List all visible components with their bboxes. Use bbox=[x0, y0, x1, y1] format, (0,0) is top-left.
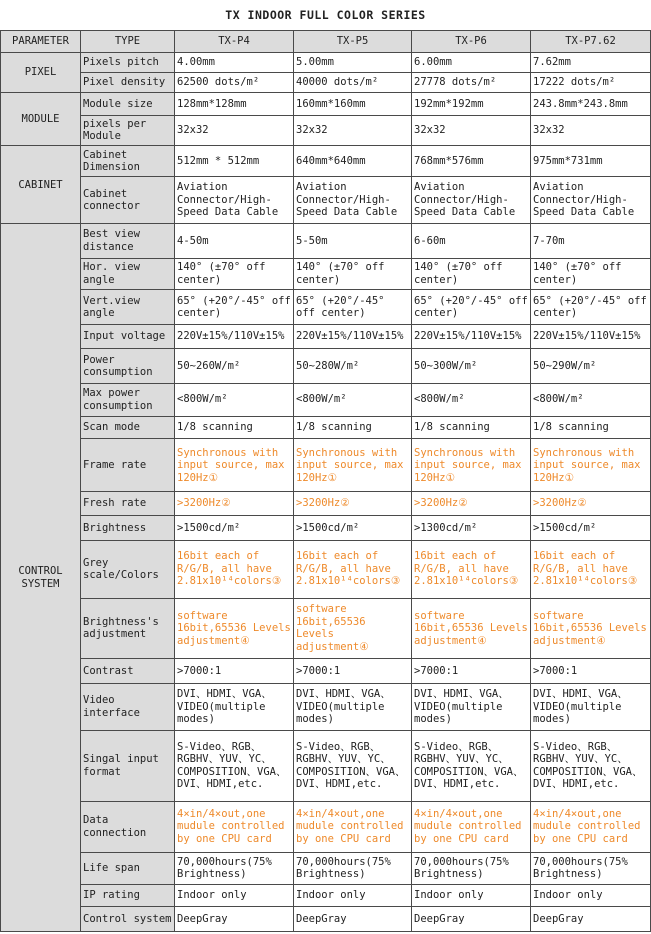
value-cell: 140° (±70° off center) bbox=[175, 258, 294, 290]
value-cell: 65° (+20°/-45° off center) bbox=[412, 290, 531, 324]
value-cell: 1/8 scanning bbox=[294, 416, 412, 438]
param-label: Grey scale/Colors bbox=[81, 540, 175, 598]
value-cell: software 16bit,65536 Levels adjustment④ bbox=[531, 598, 651, 658]
parameter-header: PARAMETER bbox=[1, 31, 81, 53]
value-cell: 4×in/4×out,one mudule controlled by one CPU card bbox=[294, 801, 412, 852]
group-control-system: CONTROL SYSTEM bbox=[1, 224, 81, 932]
page-title: TX INDOOR FULL COLOR SERIES bbox=[225, 8, 426, 22]
value-cell: 140° (±70° off center) bbox=[294, 258, 412, 290]
value-cell: 220V±15%/110V±15% bbox=[175, 324, 294, 349]
value-cell: 32x32 bbox=[412, 115, 531, 146]
table-row bbox=[1, 383, 651, 416]
value-cell: 62500 dots/m² bbox=[175, 73, 294, 93]
value-cell: 243.8mm*243.8mm bbox=[531, 93, 651, 115]
value-cell: >3200Hz② bbox=[412, 492, 531, 516]
table-row bbox=[1, 730, 651, 801]
param-label: Power consumption bbox=[81, 349, 175, 383]
value-cell: Indoor only bbox=[175, 884, 294, 906]
value-cell: 50~290W/m² bbox=[531, 349, 651, 383]
value-cell: S-Video、RGB、RGBHV、YUV、YC、COMPOSITION、VGA、DVI、HDMI,etc. bbox=[531, 730, 651, 801]
value-cell: DeepGray bbox=[412, 906, 531, 931]
spec-table bbox=[0, 30, 651, 932]
value-cell: 1/8 scanning bbox=[531, 416, 651, 438]
value-cell: 5-50m bbox=[294, 224, 412, 258]
group-module: MODULE bbox=[1, 93, 81, 146]
model-header: TX-P4 bbox=[175, 31, 294, 53]
value-cell: 50~260W/m² bbox=[175, 349, 294, 383]
value-cell: >1500cd/m² bbox=[175, 515, 294, 540]
value-cell: 4×in/4×out,one mudule controlled by one CPU card bbox=[175, 801, 294, 852]
param-label: Module size bbox=[81, 93, 175, 115]
value-cell: 65° (+20°/-45° off center) bbox=[175, 290, 294, 324]
value-cell: 32x32 bbox=[294, 115, 412, 146]
value-cell: 16bit each of R/G/B, all have 2.81x10¹⁴colors③ bbox=[294, 540, 412, 598]
value-cell: S-Video、RGB、RGBHV、YUV、YC、COMPOSITION、VGA、DVI、HDMI,etc. bbox=[294, 730, 412, 801]
param-label: Brightness's adjustment bbox=[81, 598, 175, 658]
value-cell: 65° (+20°/-45° off center) bbox=[294, 290, 412, 324]
table-row bbox=[1, 324, 651, 349]
value-cell: >7000:1 bbox=[294, 658, 412, 683]
table-row bbox=[1, 53, 651, 73]
value-cell: >7000:1 bbox=[531, 658, 651, 683]
header-row bbox=[1, 31, 651, 53]
value-cell: DVI、HDMI、VGA、VIDEO(multiple modes) bbox=[412, 683, 531, 730]
param-label: Best view distance bbox=[81, 224, 175, 258]
table-row bbox=[1, 906, 651, 931]
value-cell: Synchronous with input source, max 120Hz① bbox=[175, 439, 294, 492]
param-label: Fresh rate bbox=[81, 492, 175, 516]
table-row bbox=[1, 492, 651, 516]
value-cell: Aviation Connector/High-Speed Data Cable bbox=[412, 177, 531, 224]
value-cell: Synchronous with input source, max 120Hz① bbox=[531, 439, 651, 492]
value-cell: 70,000hours(75% Brightness) bbox=[412, 852, 531, 884]
value-cell: 1/8 scanning bbox=[412, 416, 531, 438]
value-cell: software 16bit,65536 Levels adjustment④ bbox=[175, 598, 294, 658]
value-cell: >1300cd/m² bbox=[412, 515, 531, 540]
value-cell: 16bit each of R/G/B, all have 2.81x10¹⁴colors③ bbox=[531, 540, 651, 598]
value-cell: 4-50m bbox=[175, 224, 294, 258]
value-cell: Synchronous with input source, max 120Hz① bbox=[412, 439, 531, 492]
value-cell: DeepGray bbox=[531, 906, 651, 931]
table-row bbox=[1, 540, 651, 598]
value-cell: 50~280W/m² bbox=[294, 349, 412, 383]
value-cell: 17222 dots/m² bbox=[531, 73, 651, 93]
value-cell: 975mm*731mm bbox=[531, 146, 651, 177]
group-cabinet: CABINET bbox=[1, 146, 81, 224]
table-row bbox=[1, 290, 651, 324]
value-cell: DVI、HDMI、VGA、VIDEO(multiple modes) bbox=[531, 683, 651, 730]
type-header: TYPE bbox=[81, 31, 175, 53]
param-label: Control system bbox=[81, 906, 175, 931]
value-cell: >7000:1 bbox=[412, 658, 531, 683]
model-header: TX-P5 bbox=[294, 31, 412, 53]
value-cell: 4×in/4×out,one mudule controlled by one CPU card bbox=[531, 801, 651, 852]
value-cell: >7000:1 bbox=[175, 658, 294, 683]
value-cell: Aviation Connector/High-Speed Data Cable bbox=[531, 177, 651, 224]
value-cell: <800W/m² bbox=[531, 383, 651, 416]
value-cell: Aviation Connector/High-Speed Data Cable bbox=[175, 177, 294, 224]
value-cell: 16bit each of R/G/B, all have 2.81x10¹⁴colors③ bbox=[412, 540, 531, 598]
value-cell: 4.00mm bbox=[175, 53, 294, 73]
value-cell: DVI、HDMI、VGA、VIDEO(multiple modes) bbox=[294, 683, 412, 730]
model-header: TX-P7.62 bbox=[531, 31, 651, 53]
value-cell: >3200Hz② bbox=[175, 492, 294, 516]
value-cell: 160mm*160mm bbox=[294, 93, 412, 115]
value-cell: 27778 dots/m² bbox=[412, 73, 531, 93]
value-cell: 220V±15%/110V±15% bbox=[294, 324, 412, 349]
param-label: Data connection bbox=[81, 801, 175, 852]
value-cell: <800W/m² bbox=[294, 383, 412, 416]
param-label: Hor. view angle bbox=[81, 258, 175, 290]
value-cell: 1/8 scanning bbox=[175, 416, 294, 438]
table-row bbox=[1, 258, 651, 290]
value-cell: 220V±15%/110V±15% bbox=[531, 324, 651, 349]
group-pixel: PIXEL bbox=[1, 53, 81, 93]
value-cell: Indoor only bbox=[294, 884, 412, 906]
value-cell: 140° (±70° off center) bbox=[531, 258, 651, 290]
value-cell: 768mm*576mm bbox=[412, 146, 531, 177]
value-cell: Indoor only bbox=[531, 884, 651, 906]
value-cell: 5.00mm bbox=[294, 53, 412, 73]
value-cell: 220V±15%/110V±15% bbox=[412, 324, 531, 349]
value-cell: 128mm*128mm bbox=[175, 93, 294, 115]
value-cell: >1500cd/m² bbox=[531, 515, 651, 540]
value-cell: 192mm*192mm bbox=[412, 93, 531, 115]
value-cell: 6.00mm bbox=[412, 53, 531, 73]
value-cell: 7-70m bbox=[531, 224, 651, 258]
table-row bbox=[1, 439, 651, 492]
value-cell: 4×in/4×out,one mudule controlled by one CPU card bbox=[412, 801, 531, 852]
value-cell: software 16bit,65536 Levels adjustment④ bbox=[294, 598, 412, 658]
param-label: Video interface bbox=[81, 683, 175, 730]
param-label: Pixel density bbox=[81, 73, 175, 93]
value-cell: DVI、HDMI、VGA、VIDEO(multiple modes) bbox=[175, 683, 294, 730]
value-cell: 7.62mm bbox=[531, 53, 651, 73]
value-cell: Indoor only bbox=[412, 884, 531, 906]
param-label: Brightness bbox=[81, 515, 175, 540]
param-label: Max power consumption bbox=[81, 383, 175, 416]
value-cell: 6-60m bbox=[412, 224, 531, 258]
value-cell: 70,000hours(75% Brightness) bbox=[294, 852, 412, 884]
table-row bbox=[1, 224, 651, 258]
param-label: Cabinet Dimension bbox=[81, 146, 175, 177]
value-cell: Synchronous with input source, max 120Hz① bbox=[294, 439, 412, 492]
table-row bbox=[1, 416, 651, 438]
param-label: Frame rate bbox=[81, 439, 175, 492]
value-cell: <800W/m² bbox=[412, 383, 531, 416]
param-label: Cabinet connector bbox=[81, 177, 175, 224]
value-cell: Aviation Connector/High-Speed Data Cable bbox=[294, 177, 412, 224]
table-row bbox=[1, 115, 651, 146]
param-label: Life span bbox=[81, 852, 175, 884]
value-cell: S-Video、RGB、RGBHV、YUV、YC、COMPOSITION、VGA、DVI、HDMI,etc. bbox=[412, 730, 531, 801]
param-label: Scan mode bbox=[81, 416, 175, 438]
value-cell: 70,000hours(75% Brightness) bbox=[175, 852, 294, 884]
param-label: pixels per Module bbox=[81, 115, 175, 146]
table-row bbox=[1, 658, 651, 683]
value-cell: software 16bit,65536 Levels adjustment④ bbox=[412, 598, 531, 658]
table-row bbox=[1, 598, 651, 658]
table-row bbox=[1, 515, 651, 540]
value-cell: 512mm * 512mm bbox=[175, 146, 294, 177]
table-row bbox=[1, 73, 651, 93]
value-cell: 32x32 bbox=[531, 115, 651, 146]
param-label: Singal input format bbox=[81, 730, 175, 801]
param-label: Pixels pitch bbox=[81, 53, 175, 73]
value-cell: 50~300W/m² bbox=[412, 349, 531, 383]
value-cell: DeepGray bbox=[294, 906, 412, 931]
table-row bbox=[1, 349, 651, 383]
value-cell: 16bit each of R/G/B, all have 2.81x10¹⁴colors③ bbox=[175, 540, 294, 598]
value-cell: 70,000hours(75% Brightness) bbox=[531, 852, 651, 884]
value-cell: >3200Hz② bbox=[531, 492, 651, 516]
value-cell: 140° (±70° off center) bbox=[412, 258, 531, 290]
value-cell: >3200Hz② bbox=[294, 492, 412, 516]
model-header: TX-P6 bbox=[412, 31, 531, 53]
value-cell: 640mm*640mm bbox=[294, 146, 412, 177]
table-row bbox=[1, 884, 651, 906]
param-label: Contrast bbox=[81, 658, 175, 683]
param-label: Vert.view angle bbox=[81, 290, 175, 324]
value-cell: 32x32 bbox=[175, 115, 294, 146]
table-row bbox=[1, 177, 651, 224]
param-label: IP rating bbox=[81, 884, 175, 906]
value-cell: S-Video、RGB、RGBHV、YUV、YC、COMPOSITION、VGA、DVI、HDMI,etc. bbox=[175, 730, 294, 801]
table-row bbox=[1, 801, 651, 852]
value-cell: DeepGray bbox=[175, 906, 294, 931]
table-row bbox=[1, 93, 651, 115]
table-row bbox=[1, 146, 651, 177]
table-row bbox=[1, 683, 651, 730]
param-label: Input voltage bbox=[81, 324, 175, 349]
table-row bbox=[1, 852, 651, 884]
value-cell: 65° (+20°/-45° off center) bbox=[531, 290, 651, 324]
value-cell: <800W/m² bbox=[175, 383, 294, 416]
value-cell: >1500cd/m² bbox=[294, 515, 412, 540]
value-cell: 40000 dots/m² bbox=[294, 73, 412, 93]
